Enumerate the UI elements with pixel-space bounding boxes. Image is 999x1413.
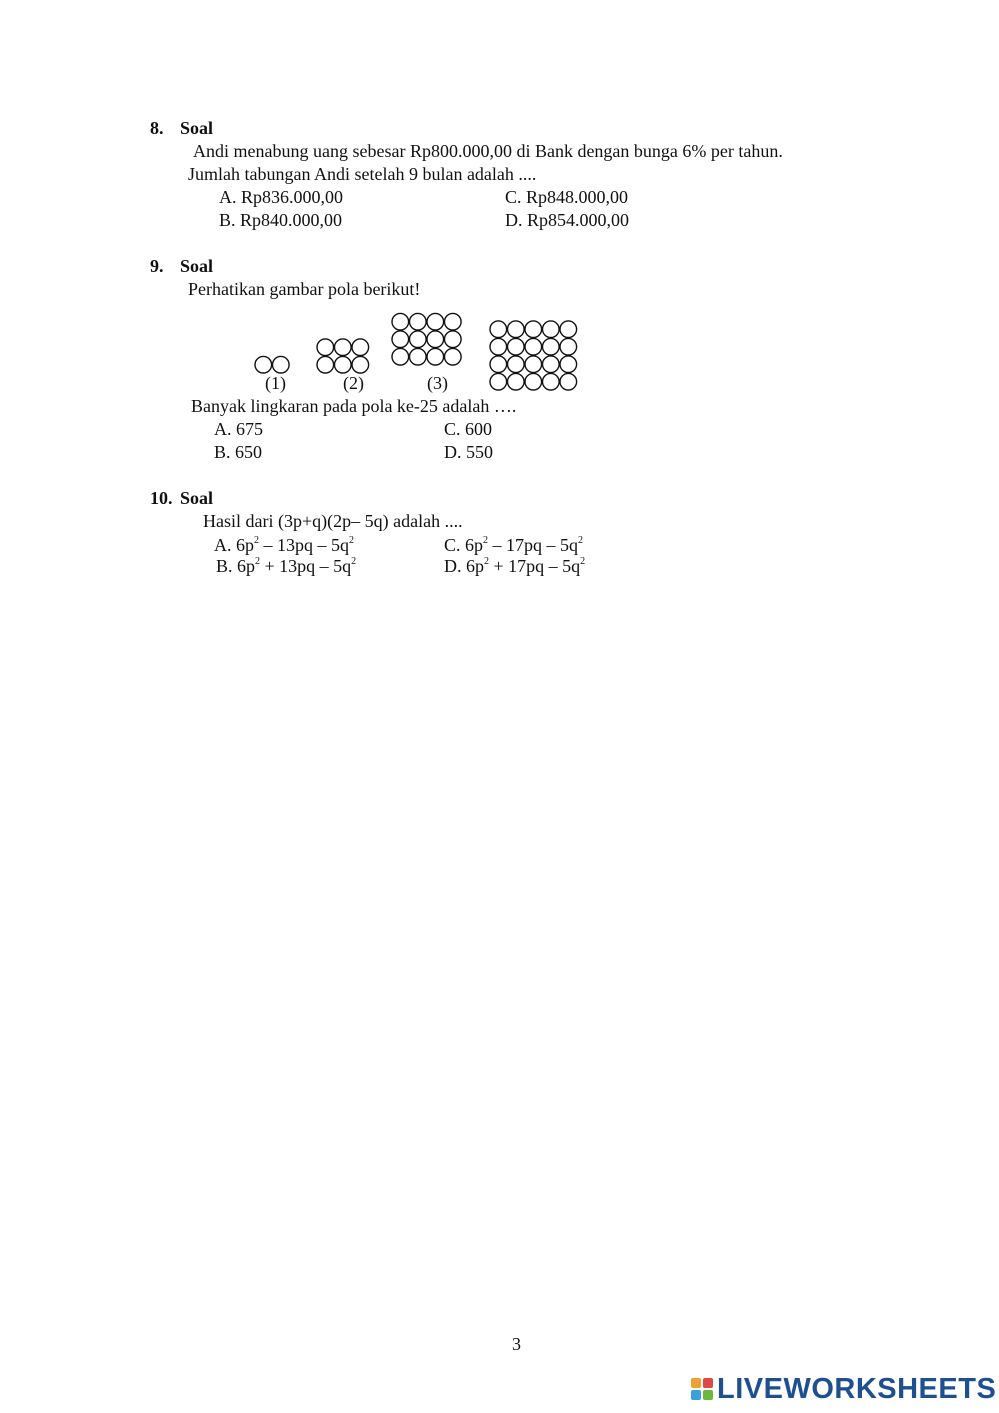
pattern-circle xyxy=(392,313,409,330)
option-d-exp2: 2 xyxy=(580,556,586,567)
question-9-option-c[interactable]: C. 600 xyxy=(444,419,493,439)
question-9-title: Soal xyxy=(180,256,214,276)
pattern-circle xyxy=(560,373,577,390)
figure-label-3: (3) xyxy=(427,373,448,393)
question-8-text-line2: Jumlah tabungan Andi setelah 9 bulan adalah .... xyxy=(188,164,537,184)
question-8-option-d[interactable]: D. Rp854.000,00 xyxy=(505,210,630,230)
pattern-circle xyxy=(490,373,507,390)
pattern-circle xyxy=(560,321,577,338)
pattern-circle xyxy=(525,356,542,373)
pattern-circle xyxy=(543,338,560,355)
option-c-label: C. 6p xyxy=(444,535,484,555)
question-10-option-c[interactable] xyxy=(444,536,583,554)
logo-square xyxy=(703,1378,713,1388)
circle-pattern-figure xyxy=(245,305,585,395)
pattern-circle xyxy=(508,356,525,373)
logo-square xyxy=(691,1378,701,1388)
figure-label-2: (2) xyxy=(343,373,364,393)
pattern-circle xyxy=(490,338,507,355)
question-10-title: Soal xyxy=(180,488,214,508)
option-b-mid: + 13pq – 5q xyxy=(260,556,352,576)
pattern-circle xyxy=(445,313,462,330)
pattern-circle xyxy=(352,339,369,356)
question-8-number: 8. xyxy=(150,118,164,138)
pattern-circle xyxy=(445,331,462,348)
pattern-circle xyxy=(525,338,542,355)
question-8-option-a[interactable]: A. Rp836.000,00 xyxy=(219,187,344,207)
option-c-exp2: 2 xyxy=(578,535,584,546)
option-c-exp1: 2 xyxy=(483,535,489,546)
option-d-mid: + 17pq – 5q xyxy=(489,556,581,576)
question-10-text: Hasil dari (3p+q)(2p– 5q) adalah .... xyxy=(203,511,463,531)
question-8-option-c[interactable]: C. Rp848.000,00 xyxy=(505,187,629,207)
option-a-label: A. 6p xyxy=(214,535,254,555)
pattern-circle xyxy=(273,356,290,373)
option-a-exp1: 2 xyxy=(254,535,259,546)
pattern-circle xyxy=(255,356,272,373)
question-8-option-b[interactable]: B. Rp840.000,00 xyxy=(219,210,343,230)
liveworksheets-logo xyxy=(691,1372,997,1405)
question-10-option-a[interactable] xyxy=(214,536,354,554)
option-b-exp1: 2 xyxy=(255,556,261,567)
pattern-circle xyxy=(335,356,352,373)
logo-text: LIVEWORKSHEETS xyxy=(717,1372,997,1405)
option-d-label: D. 6p xyxy=(444,556,484,576)
logo-square xyxy=(703,1390,713,1400)
option-c-mid: – 17pq – 5q xyxy=(488,535,579,555)
question-10-option-d[interactable] xyxy=(444,557,585,575)
pattern-circle xyxy=(508,373,525,390)
pattern-circle xyxy=(490,321,507,338)
question-9-number: 9. xyxy=(150,256,164,276)
question-9-text: Banyak lingkaran pada pola ke-25 adalah …. xyxy=(191,396,517,416)
pattern-circle xyxy=(525,321,542,338)
question-9-option-a[interactable]: A. 675 xyxy=(214,419,263,439)
option-d-exp1: 2 xyxy=(484,556,489,567)
question-8-text-line1: Andi menabung uang sebesar Rp800.000,00 di Bank dengan bunga 6% per tahun. xyxy=(193,141,783,161)
pattern-circle xyxy=(427,331,444,348)
logo-square xyxy=(691,1390,701,1400)
pattern-circle xyxy=(525,373,542,390)
option-b-label: B. 6p xyxy=(216,556,256,576)
pattern-circle xyxy=(560,356,577,373)
question-10-number: 10. xyxy=(150,488,173,508)
question-9-option-d[interactable]: D. 550 xyxy=(444,442,493,462)
pattern-circle xyxy=(543,373,560,390)
figure-label-1: (1) xyxy=(265,373,286,393)
pattern-circle xyxy=(543,356,560,373)
pattern-circle xyxy=(410,313,427,330)
pattern-circle xyxy=(427,348,444,365)
pattern-circle xyxy=(427,313,444,330)
pattern-circle xyxy=(352,356,369,373)
pattern-circle xyxy=(335,339,352,356)
pattern-circle xyxy=(490,356,507,373)
question-9-intro: Perhatikan gambar pola berikut! xyxy=(188,279,421,299)
question-8-title: Soal xyxy=(180,118,214,138)
pattern-circle xyxy=(410,331,427,348)
pattern-circle xyxy=(392,331,409,348)
pattern-circle xyxy=(392,348,409,365)
pattern-circle xyxy=(445,348,462,365)
option-a-exp2: 2 xyxy=(349,535,354,546)
logo-squares-icon xyxy=(691,1378,713,1400)
pattern-circle xyxy=(508,321,525,338)
question-10-option-b[interactable] xyxy=(216,557,356,575)
page-number: 3 xyxy=(512,1334,521,1354)
pattern-circle xyxy=(560,338,577,355)
pattern-circle xyxy=(317,356,334,373)
pattern-circle xyxy=(410,348,427,365)
option-a-mid: – 13pq – 5q xyxy=(259,535,349,555)
pattern-circle xyxy=(508,338,525,355)
pattern-circle xyxy=(543,321,560,338)
question-9-option-b[interactable]: B. 650 xyxy=(214,442,263,462)
option-b-exp2: 2 xyxy=(351,556,357,567)
pattern-circle xyxy=(317,339,334,356)
